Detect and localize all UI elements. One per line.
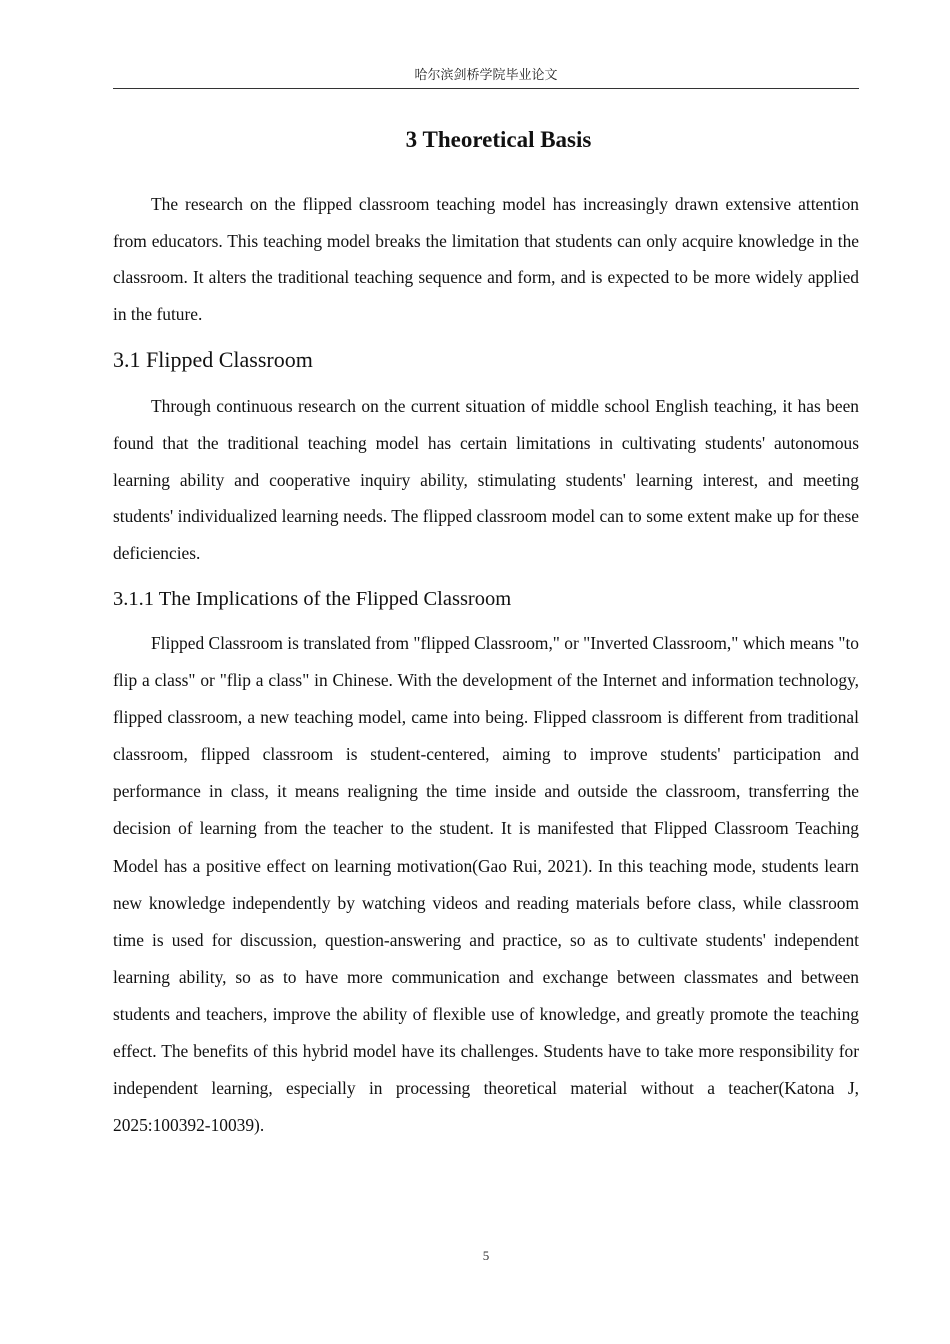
section-3-1-paragraph: Through continuous research on the current situation of middle school English teaching, it has been found that the traditional teaching model has certain limitations in cultivating students' autonomous learning ability and cooperative inquiry ability, stimulating students' learning interest, and meeting students' individualized learning needs. The flipped classroom model can to some extent make up for these deficiencies. bbox=[113, 396, 859, 564]
section-heading-3-1: 3.1 Flipped Classroom bbox=[113, 347, 313, 372]
page-number: 5 bbox=[482, 1248, 490, 1263]
header-divider bbox=[113, 88, 859, 89]
chapter-title: 3 Theoretical Basis bbox=[405, 127, 592, 152]
running-header: 哈尔滨剑桥学院毕业论文 bbox=[414, 67, 558, 82]
page-content bbox=[113, 120, 859, 1144]
chapter-intro-paragraph: The research on the flipped classroom teaching model has increasingly drawn extensive attention from educators. This teaching model breaks the limitation that students can only acquire knowledge in the classroom. It alters the traditional teaching sequence and form, and is expected to be more widely applied in the future. bbox=[113, 194, 859, 324]
section-3-1-1-paragraph: Flipped Classroom is translated from "flipped Classroom," or "Inverted Classroom," which means "to flip a class" or "flip a class" in Chinese. With the development of the Internet and information technology, flipped classroom, a new teaching model, came into being. Flipped classroom is different from traditional classroom, flipped classroom is student-centered, aiming to improve students' participation and performance in class, it means realigning the time inside and outside the classroom, transferring the decision of learning from the teacher to the student. It is manifested that Flipped Classroom Teaching Model has a positive effect on learning motivation(Gao Rui, 2021). In this teaching mode, students learn new knowledge independently by watching videos and reading materials before class, while classroom time is used for discussion, question-answering and practice, so as to cultivate students' independent learning ability, so as to have more communication and exchange between classmates and between students and teachers, improve the ability of flexible use of knowledge, and greatly promote the teaching effect. The benefits of this hybrid model have its challenges. Students have to take more responsibility for independent learning, especially in processing theoretical material without a teacher(Katona J, 2025:100392-10039). bbox=[113, 632, 859, 1136]
section-heading-3-1-1: 3.1.1 The Implications of the Flipped Classroom bbox=[113, 587, 512, 610]
